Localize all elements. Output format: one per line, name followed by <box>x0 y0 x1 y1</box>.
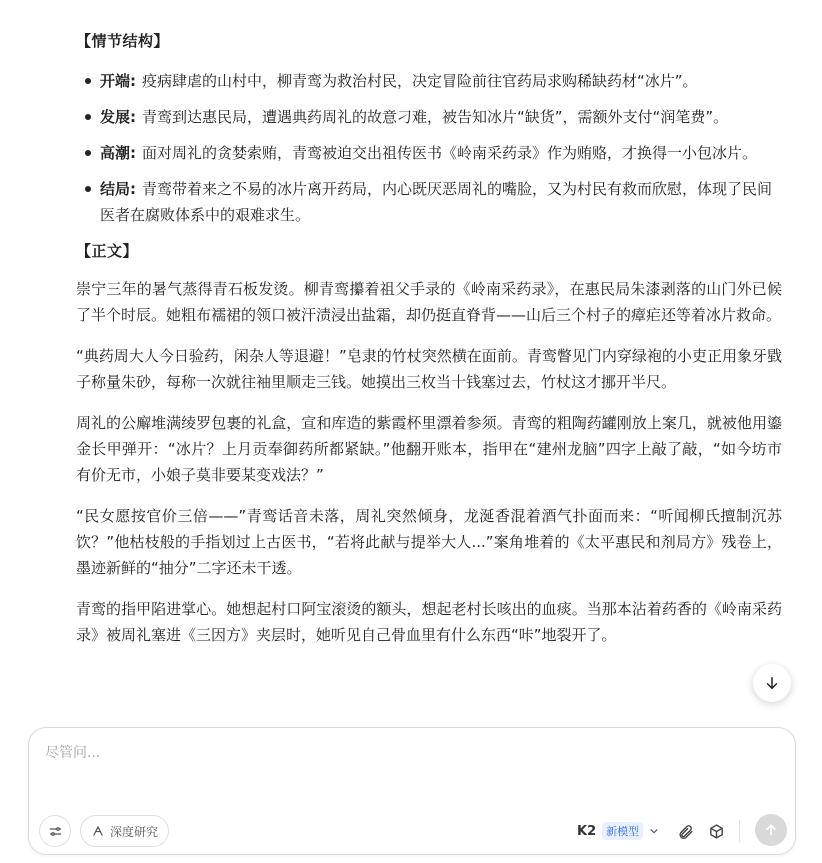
list-item <box>76 104 782 130</box>
story-paragraph: 青鸾的指甲陷进掌心。她想起村口阿宝滚烫的额头，想起老村长咳出的血痰。当那本沾着药香的《岭南采药录》被周礼塞进《三因方》夹层时，她听见自己骨血里有什么东西“咔”地裂开了。 <box>76 600 782 644</box>
message-input[interactable] <box>45 742 775 802</box>
story-paragraph: “民女愿按官价三倍——”青鸾话音未落，周礼突然倾身，龙涎香混着酒气扑面而来：“听闻柳氏擅制沉苏饮？”他枯枝般的手指划过上古医书，“若将此献与提举大人...”案角堆着的《太平惠民和剂局方》残卷上，墨迹新鲜的“抽分”二字还未干透。 <box>76 507 782 577</box>
content-fade <box>0 700 822 730</box>
plot-text: 青鸾到达惠民局，遭遇典药周礼的故意刁难，被告知冰片“缺货”，需额外支付“润笔费”。 <box>142 108 729 126</box>
plot-term: 高潮: <box>100 144 136 162</box>
story-paragraph: “典药周大人今日验药，闲杂人等退避！”皂隶的竹杖突然横在面前。青鸾瞥见门内穿绿袍的小吏正用象牙戥子称量朱砂，每称一次就往袖里顺走三钱。她摸出三枚当十钱塞过去，竹杖这才挪开半尺。 <box>76 347 782 391</box>
plot-term: 结局: <box>100 180 136 198</box>
scroll-to-bottom-button[interactable] <box>753 664 791 702</box>
deep-research-label: 深度研究 <box>110 824 159 839</box>
story-paragraph: 崇宁三年的暑气蒸得青石板发烫。柳青鸾攥着祖父手录的《岭南采药录》，在惠民局朱漆剥落的山门外已候了半个时辰。她粗布襦裙的领口被汗渍浸出盐霜，却仍挺直脊背——山后三个村子的瘴疟还等着冰片救命。 <box>76 280 782 324</box>
chevron-down-icon <box>649 826 659 836</box>
structure-heading: 【情节结构】 <box>76 32 170 50</box>
chat-message <box>76 22 782 663</box>
plot-text: 青鸾带着来之不易的冰片离开药局，内心既厌恶周礼的嘴脸，又为村民有救而欣慰，体现了民间医者在腐败体系中的艰难求生。 <box>100 180 773 224</box>
cube-icon <box>708 823 725 840</box>
list-item <box>76 68 782 94</box>
plot-text: 疫病肆虐的山村中，柳青鸾为救治村民，决定冒险前往官药局求购稀缺药材“冰片”。 <box>142 72 698 90</box>
attach-button[interactable] <box>674 820 696 842</box>
plot-list <box>76 68 782 228</box>
research-icon <box>91 824 105 838</box>
send-button[interactable] <box>755 814 787 846</box>
model-selector[interactable] <box>577 820 659 842</box>
story-paragraph: 周礼的公廨堆满绫罗包裹的礼盒，宣和库造的紫霞杯里漂着参须。青鸾的粗陶药罐刚放上案几，就被他用鎏金长甲弹开：“冰片？上月贡奉御药所都紧缺。”他翻开账本，指甲在“建州龙脑”四字上敲了敲，“如今坊市有价无市，小娘子莫非要某变戏法？” <box>76 414 782 484</box>
paperclip-icon <box>677 823 694 840</box>
message-composer <box>28 727 796 855</box>
body-heading: 【正文】 <box>76 242 139 260</box>
list-item <box>76 140 782 166</box>
sliders-icon <box>48 824 63 839</box>
arrow-down-icon <box>763 674 781 692</box>
deep-research-button[interactable] <box>80 815 169 847</box>
plot-text: 面对周礼的贪婪索贿，青鸾被迫交出祖传医书《岭南采药录》作为贿赂，才换得一小包冰片。 <box>142 144 758 162</box>
model-name: K2 <box>577 823 597 839</box>
tools-button[interactable] <box>39 815 71 847</box>
plot-term: 发展: <box>100 108 136 126</box>
toolbar-divider <box>739 820 740 842</box>
model-badge: 新模型 <box>602 822 643 840</box>
plot-term: 开端: <box>100 72 136 90</box>
cube-button[interactable] <box>705 820 727 842</box>
list-item <box>76 176 782 228</box>
arrow-up-icon <box>763 822 779 838</box>
